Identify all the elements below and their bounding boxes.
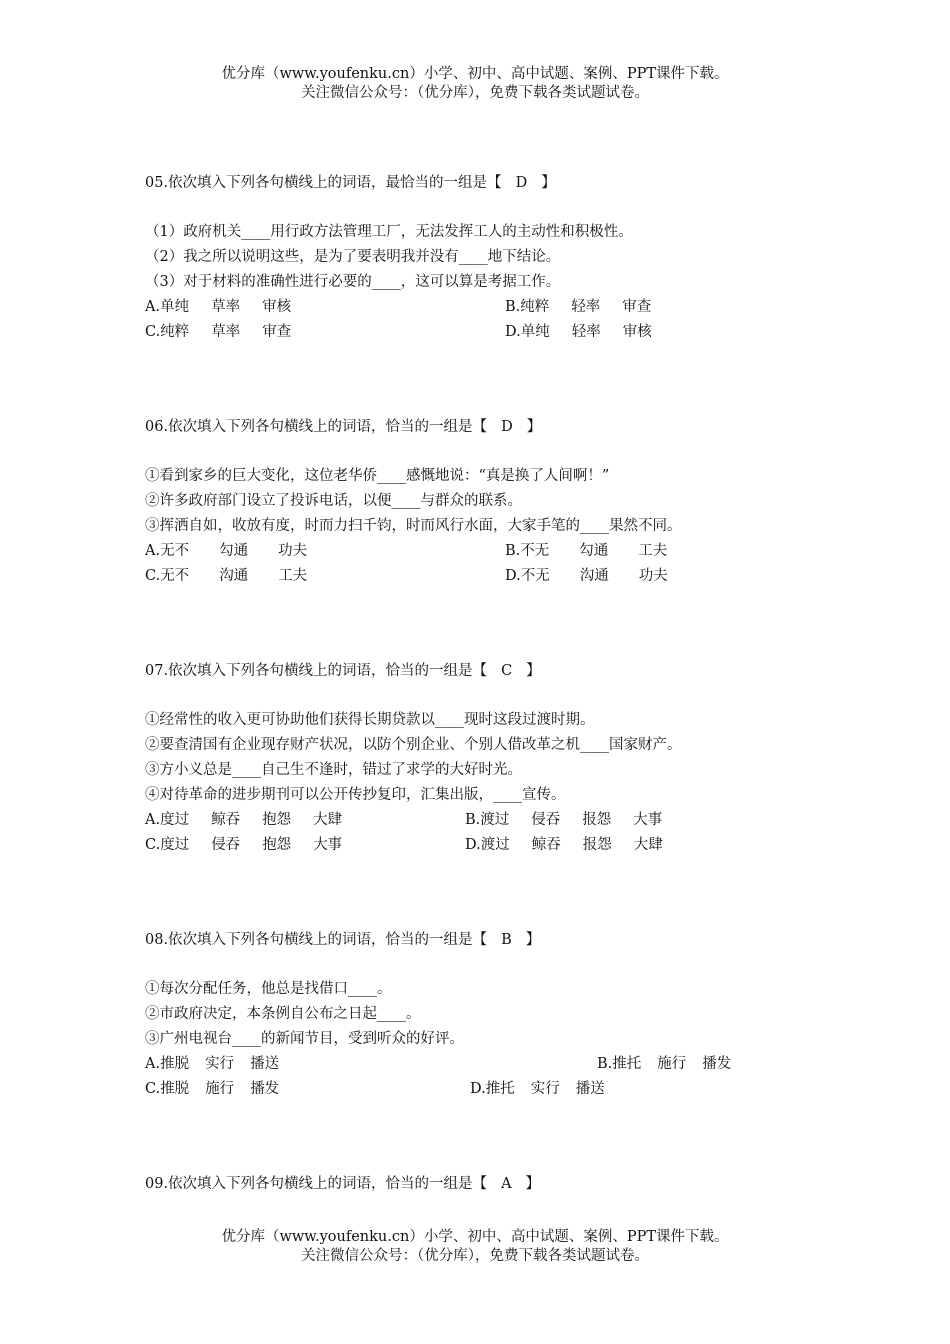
option-label: B. [505, 299, 521, 315]
option-word: 鲸吞 [531, 837, 561, 853]
answer-letter: A [501, 1176, 512, 1192]
option-b [465, 808, 662, 833]
option-d [470, 1077, 605, 1102]
option-word: 侵吞 [531, 812, 561, 828]
option-word: 勾通 [219, 543, 249, 559]
option-word: 播送 [250, 1056, 280, 1072]
option-label: D. [470, 1081, 486, 1097]
option-row-2 [145, 320, 845, 345]
option-a [145, 295, 291, 320]
option-word: 无不 [160, 543, 190, 559]
bracket-close: 】 [526, 663, 541, 679]
option-word: 施行 [205, 1081, 235, 1097]
question-06 [145, 415, 845, 589]
option-word: 无不 [160, 568, 190, 584]
option-word: 渡过 [480, 837, 510, 853]
option-row-1 [145, 1052, 845, 1077]
option-word: 度过 [160, 812, 190, 828]
sentence-2: ②市政府决定，本条例自公布之日起____。 [145, 1006, 421, 1022]
question-title [145, 415, 845, 440]
bracket-close: 】 [541, 175, 556, 191]
option-a [145, 539, 307, 564]
option-label: B. [597, 1056, 613, 1072]
option-word: 播发 [250, 1081, 280, 1097]
sentence-3: （3）对于材料的准确性进行必要的____，这可以算是考据工作。 [145, 274, 561, 290]
sentence-1: ①看到家乡的巨大变化，这位老华侨____感慨地说：“真是换了人间啊！” [145, 468, 610, 484]
answer-letter: C [501, 663, 513, 679]
option-word: 推托 [612, 1056, 642, 1072]
option-word: 大肆 [633, 837, 663, 853]
option-row-2 [145, 1077, 845, 1102]
option-label: C. [145, 568, 161, 584]
option-word: 播发 [702, 1056, 732, 1072]
sentence-2: （2）我之所以说明这些，是为了要表明我并没有____地下结论。 [145, 249, 561, 265]
option-word: 沟通 [219, 568, 249, 584]
option-word: 工夫 [278, 568, 308, 584]
option-word: 实行 [205, 1056, 235, 1072]
option-a [145, 808, 342, 833]
option-word: 纯粹 [160, 324, 190, 340]
option-word: 审核 [262, 299, 292, 315]
sentence-1: （1）政府机关____用行政方法管理工厂，无法发挥工人的主动性和积极性。 [145, 224, 633, 240]
question-stem: 09.依次填入下列各句横线上的词语，恰当的一组是【 [145, 1176, 488, 1192]
question-title [145, 1172, 845, 1197]
option-d [465, 833, 663, 858]
option-word: 工夫 [638, 543, 668, 559]
question-09 [145, 1172, 845, 1221]
option-word: 实行 [530, 1081, 560, 1097]
option-word: 抱怨 [262, 837, 292, 853]
option-label: A. [145, 299, 161, 315]
option-word: 单纯 [520, 324, 550, 340]
sentence-3: ③挥洒自如，收放有度，时而力扫千钧，时而风行水面，大家手笔的____果然不同。 [145, 518, 682, 534]
option-word: 大事 [313, 837, 343, 853]
footer-line-2: 关注微信公众号：（优分库），免费下载各类试题试卷。 [301, 1248, 649, 1264]
question-stem: 05.依次填入下列各句横线上的词语，最恰当的一组是【 [145, 175, 502, 191]
option-row-2 [145, 564, 845, 589]
option-word: 功夫 [638, 568, 668, 584]
page-header [0, 65, 950, 103]
sentence-4: ④对待革命的进步期刊可以公开传抄复印，汇集出版，____宣传。 [145, 787, 566, 803]
option-a [145, 1052, 279, 1077]
option-word: 不无 [520, 568, 550, 584]
answer-letter: D [515, 175, 528, 191]
answer-letter: B [501, 932, 512, 948]
option-word: 草率 [211, 299, 241, 315]
option-word: 不无 [520, 543, 550, 559]
question-title [145, 659, 845, 684]
option-word: 审核 [622, 324, 652, 340]
option-row-1 [145, 295, 845, 320]
option-label: C. [145, 1081, 161, 1097]
option-b [597, 1052, 731, 1077]
option-word: 轻率 [571, 299, 601, 315]
option-d [505, 564, 668, 589]
option-label: C. [145, 837, 161, 853]
option-label: A. [145, 812, 161, 828]
option-row-1 [145, 539, 845, 564]
option-word: 播送 [575, 1081, 605, 1097]
sentence-3: ③方小义总是____自己生不逢时，错过了求学的大好时光。 [145, 762, 522, 778]
header-line-1: 优分库（www.youfenku.cn）小学、初中、高中试题、案例、PPT课件下载。 [221, 66, 729, 82]
option-word: 度过 [160, 837, 190, 853]
question-05 [145, 171, 845, 345]
option-word: 草率 [211, 324, 241, 340]
option-c [145, 1077, 279, 1102]
option-label: B. [465, 812, 481, 828]
option-word: 功夫 [278, 543, 308, 559]
header-line-2: 关注微信公众号：（优分库），免费下载各类试题试卷。 [301, 85, 649, 101]
question-title [145, 928, 845, 953]
question-title [145, 171, 845, 196]
option-word: 单纯 [160, 299, 190, 315]
option-row-1 [145, 808, 845, 833]
option-label: A. [145, 1056, 161, 1072]
option-c [145, 564, 307, 589]
option-word: 勾通 [579, 543, 609, 559]
option-label: B. [505, 543, 521, 559]
sentence-3: ③广州电视台____的新闻节目，受到听众的好评。 [145, 1031, 464, 1047]
option-label: C. [145, 324, 161, 340]
option-word: 侵吞 [211, 837, 241, 853]
option-d [505, 320, 652, 345]
option-word: 大肆 [313, 812, 343, 828]
question-stem: 06.依次填入下列各句横线上的词语，恰当的一组是【 [145, 419, 488, 435]
sentence-2: ②要查清国有企业现存财产状况，以防个别企业、个别人借改革之机____国家财产。 [145, 737, 682, 753]
question-08 [145, 928, 845, 1102]
option-word: 渡过 [480, 812, 510, 828]
bracket-close: 】 [525, 1176, 541, 1192]
option-word: 抱怨 [262, 812, 292, 828]
option-word: 报怨 [582, 837, 612, 853]
option-row-2 [145, 833, 845, 858]
option-label: D. [505, 568, 521, 584]
option-word: 推脱 [160, 1081, 190, 1097]
option-word: 报怨 [582, 812, 612, 828]
option-label: D. [465, 837, 481, 853]
option-label: A. [145, 543, 161, 559]
option-label: D. [505, 324, 521, 340]
sentence-2: ②许多政府部门设立了投诉电话，以便____与群众的联系。 [145, 493, 522, 509]
sentence-1: ①经常性的收入更可协助他们获得长期贷款以____现时这段过渡时期。 [145, 712, 595, 728]
question-07 [145, 659, 845, 858]
option-word: 推托 [485, 1081, 515, 1097]
option-word: 纯粹 [520, 299, 550, 315]
page-footer [0, 1228, 950, 1266]
option-word: 推脱 [160, 1056, 190, 1072]
sentence-1: ①每次分配任务，他总是找借口____。 [145, 981, 392, 997]
bracket-close: 】 [526, 419, 542, 435]
option-b [505, 295, 651, 320]
option-word: 轻率 [571, 324, 601, 340]
option-word: 鲸吞 [211, 812, 241, 828]
question-stem: 08.依次填入下列各句横线上的词语，恰当的一组是【 [145, 932, 488, 948]
option-word: 审查 [622, 299, 652, 315]
option-word: 沟通 [579, 568, 609, 584]
footer-line-1: 优分库（www.youfenku.cn）小学、初中、高中试题、案例、PPT课件下载。 [221, 1229, 729, 1245]
option-c [145, 320, 291, 345]
bracket-close: 】 [525, 932, 541, 948]
question-stem: 07.依次填入下列各句横线上的词语，恰当的一组是【 [145, 663, 488, 679]
option-b [505, 539, 667, 564]
option-word: 审查 [262, 324, 292, 340]
option-word: 施行 [657, 1056, 687, 1072]
answer-letter: D [501, 419, 513, 435]
option-c [145, 833, 342, 858]
option-word: 大事 [633, 812, 663, 828]
